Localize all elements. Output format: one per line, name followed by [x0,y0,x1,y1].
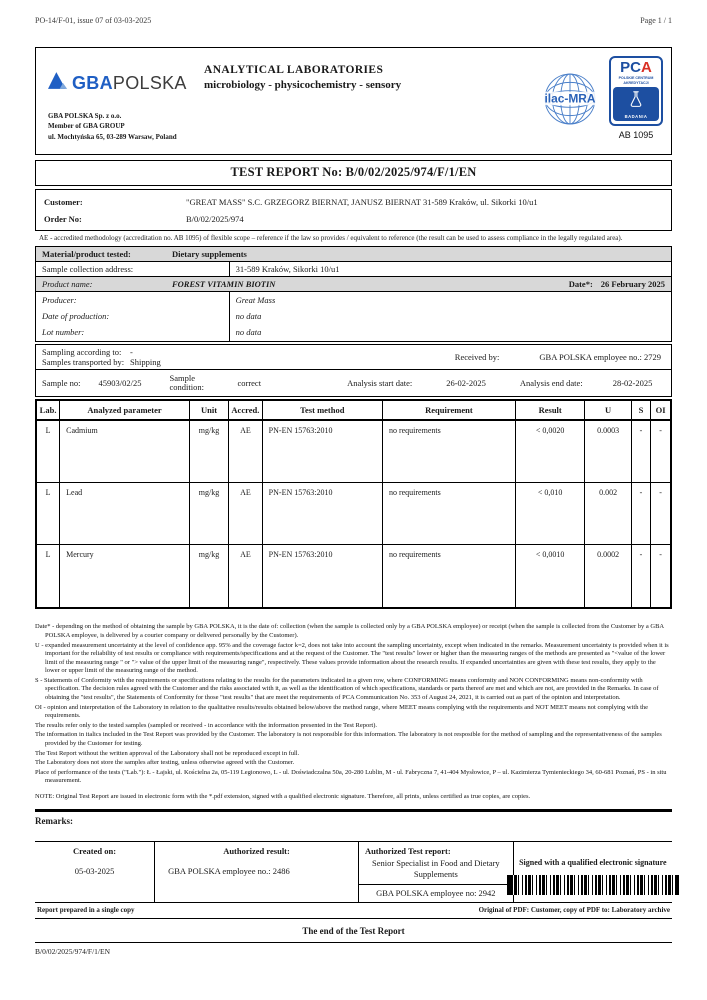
sample-no [42,378,141,388]
customer-value: "GREAT MASS" S.C. GRZEGORZ BIERNAT, JANUSZ BIERNAT 31-589 Kraków, ul. Sikorki 10/u1 [186,197,538,207]
received-by-label: Received by: [454,352,500,363]
cell-unit: mg/kg [189,421,228,482]
pca-badge-box [609,56,663,126]
footnote-reproduction: The Test Report without the written approval of the Laboratory shall not be reproduced except in full. [35,749,300,757]
analysis-end-value: 28-02-2025 [612,378,653,389]
sampling-according-line [42,347,161,357]
footer-doc-number: B/0/02/2025/974/F/1/EN [35,947,111,956]
gba-logo [48,72,187,94]
col-header-method: Test method [262,401,382,419]
cell-unit: mg/kg [189,483,228,544]
copy-info-right: Original of PDF: Customer, copy of PDF to: Laboratory archive [478,906,670,915]
lot-number-label: Lot number: [42,327,85,338]
cell-lab: L [45,550,51,560]
authorized-result-value: GBA POLSKA employee no.: 2486 [168,866,290,877]
created-on-label: Created on: [73,846,117,857]
accreditation-number: AB 1095 [618,130,654,141]
col-header-u: U [584,401,630,419]
cell-unit: mg/kg [189,545,228,607]
signature-cell [513,842,672,902]
ilac-mra-logo [543,72,597,131]
pca-research-badge [613,87,659,121]
results-header-row [37,401,670,421]
cell-result: < 0,0010 [515,545,585,607]
page-footer [35,942,672,956]
cell-s: - [631,483,651,544]
cell-method: PN-EN 15763:2010 [262,545,382,607]
producer-labels [36,292,230,341]
footnote-date: Date* - depending on the method of obtaining the sample by GBA POLSKA, it is the date of: collection (when the sample is collected only by a GBA POLSKA employee) or receipt (when the sample is collected from the Customer by a GBA POLSKA employee, is delivered by a courier company or delivered personally by the Customer). [35,623,664,640]
producer-value: Great Mass [235,295,276,306]
product-name-label: Product name: [42,279,93,290]
sampling-according-value: - [130,347,133,358]
pca-badania-label: BADANIA [624,114,648,120]
cell-u: 0.002 [584,483,630,544]
material-tested-row [36,247,671,262]
cell-parameter: Lead [59,483,189,544]
cell-parameter: Mercury [59,545,189,607]
pca-subtitle [613,76,659,85]
page-meta [35,16,672,25]
material-table [35,246,672,342]
cell-accred: AE [228,483,262,544]
analysis-start-label: Analysis start date: [347,378,413,389]
collection-address-value: 31-589 Kraków, Sikorki 10/u1 [235,264,340,275]
page-number: Page 1 / 1 [640,16,672,25]
col-header-oi: OI [650,401,670,419]
cell-requirement: no requirements [382,545,515,607]
electronic-note: NOTE: Original Test Report are issued in electronic form with the *.pdf extension, signed with a qualified electronic signature. Therefore, all prints, unless certified as true copies, are copies. [35,792,531,800]
authorized-report-employee: GBA POLSKA employee no: 2942 [376,887,496,898]
footnote-italics: The information in italics included in the Test Report was provided by the Customer. The laboratory is not responsible for this information. The laboratory is not resposible for the method of sampling and the representativeness of the samples provided by the Customer for testing. [35,731,662,747]
created-on-value: 05-03-2025 [74,866,115,877]
footnote-u: U - expanded measurement uncertainty at the level of confidence app. 95% and the coverage factor k=2, does not take into account the sampling uncertainty, except when indicated in the remarks. Measurement uncertainty is provided when it is important for the reliability of test results or compliance with requirements/specifications and at the request of the Customer. The "test results" lower or higher than the measuring ranges of the methods are presented as "<value of the lower limit of the measuring range " or "> value of the upper limit of the measuring range", respectively. These values provide information about the research results. If expanded uncertainties are given with these test results, they apply to the lower or upper limit of the measuring range of the method. [35,641,669,675]
date-label: Date*: [568,279,593,290]
cell-u: 0.0002 [584,545,630,607]
lab-subtitle: microbiology - physicochemistry - sensory [204,79,402,91]
brand-gba: GBA [72,72,113,93]
cell-s: - [631,545,651,607]
signed-note: Signed with a qualified electronic signature [519,858,667,868]
cell-lab: L [45,426,51,436]
sample-no-value: 45903/02/25 [98,378,142,389]
company-line: Member of GBA GROUP [48,122,125,130]
producer-rows [36,292,671,341]
sample-condition-value: correct [237,378,262,389]
customer-box [35,189,672,231]
company-address [48,111,177,143]
authorized-report-label: Authorized Test report: [364,846,451,857]
letterhead [35,47,672,155]
cell-method: PN-EN 15763:2010 [262,483,382,544]
footnote-results: The results refer only to the tested samples (sampled or received - in accordance with the information presented in the Test Report). [35,721,378,729]
cell-s: - [631,421,651,482]
product-name-row [36,277,671,292]
samples-transport-line [42,357,161,367]
cell-requirement: no requirements [382,483,515,544]
col-header-requirement: Requirement [382,401,515,419]
signature-table [35,841,672,903]
col-header-unit: Unit [189,401,228,419]
cell-result: < 0,010 [515,483,585,544]
sample-no-label: Sample no: [42,378,81,389]
cell-accred: AE [228,421,262,482]
cell-requirement: no requirements [382,421,515,482]
pca-title [613,60,659,75]
copy-info-row [35,903,672,919]
customer-label: Customer: [44,197,83,207]
cell-oi: - [650,421,670,482]
sampling-row-2 [36,370,671,396]
authorized-report-role: Senior Specialist in Food and Dietary Supplements [359,856,513,884]
col-header-accred: Accred. [228,401,262,419]
cell-parameter: Cadmium [59,421,189,482]
sample-condition-label: Sample condition: [169,373,204,393]
production-date-label: Date of production: [42,311,110,322]
order-value: B/0/02/2025/974 [186,214,244,224]
material-tested-label: Material/product tested: [42,249,131,260]
created-on-cell [35,842,154,902]
col-header-s: S [631,401,651,419]
cell-accred: AE [228,545,262,607]
cell-oi: - [650,545,670,607]
received-by-value: GBA POLSKA employee no.: 2729 [539,352,661,363]
lot-number-value: no data [235,327,262,338]
company-line: GBA POLSKA Sp. z o.o. [48,111,122,120]
samples-transport-label: Samples transported by: [42,357,125,368]
sampling-box [35,344,672,397]
barcode [507,875,679,895]
col-header-parameter: Analyzed parameter [59,401,189,419]
analysis-start-value: 26-02-2025 [446,378,486,389]
ae-footnote: AE - accredited methodology (accreditation no. AB 1095) of flexible scope – reference if the law so provides / equivalent to reference (the result can be used to assess compliance in the legally regulated area). [39,234,623,242]
material-tested-value: Dietary supplements [172,249,247,260]
authorized-report-cell [358,842,513,902]
samples-transport-value: Shipping [130,357,161,368]
remarks-label: Remarks: [35,816,73,827]
pca-sub1: POLSKIE CENTRUM [618,76,654,80]
table-row-lead [37,483,670,545]
footnotes [35,623,672,801]
footnote-s: S - Statements of Conformity with the requirements or specifications relating to the results for the parameters indicated in a given row, where CONFORMING means conformity and NON CONFORMING means non-conformity with specification. The decision rules agreed with the Customer and the risks associated with it, as well as the identification of which specifications, standards or parts thereof are met and which are not, are provided in the Remarks. In case of obtaining the "test results", the Statements of Conformity for those "test results" that are meet the requirements of PCA Communication No. 353 of August 24, 2021, it is carried out as part of the opinion and interpretation. [35,676,659,702]
authorized-result-label: Authorized result: [223,846,290,857]
table-row-mercury [37,545,670,607]
collection-address-label: Sample collection address: [36,262,230,276]
flask-icon [627,95,645,112]
svg-text:ilac-MRA: ilac-MRA [544,91,596,106]
table-row-cadmium [37,421,670,483]
producer-label: Producer: [42,295,77,306]
product-name-value: FOREST VITAMIN BIOTIN [172,279,276,290]
order-label: Order No: [44,214,82,224]
footnote-storage: The Laboratory does not store the samples after testing, unless otherwise agreed with the Customer. [35,759,295,767]
collection-address-row [36,262,671,277]
production-date-value: no data [235,311,262,322]
sampling-according-label: Sampling according to: [42,347,122,358]
cell-oi: - [650,483,670,544]
cell-method: PN-EN 15763:2010 [262,421,382,482]
accreditation-logos [543,56,663,140]
cell-lab: L [45,488,51,498]
company-line: ul. Mochtyńska 65, 03-289 Warsaw, Poland [48,132,177,141]
end-of-report: The end of the Test Report [302,926,405,937]
results-table [35,399,672,609]
sampling-row-1 [36,345,671,370]
lab-heading [204,64,401,91]
pca-sub2: AKREDYTACJI [623,80,649,85]
report-date [569,279,665,289]
brand-text [72,73,187,94]
copy-info-left: Report prepared in a single copy [37,906,135,915]
producer-values [230,292,282,341]
authorized-result-cell [154,842,358,902]
lab-title: ANALYTICAL LABORATORIES [204,64,384,76]
col-header-lab: Lab. [39,405,57,416]
received-by [455,352,665,362]
footnote-oi: OI - opinion and interpretation of the Laboratory in relation to the qualitative results/results obtained below/above the method range, where MEET means complying with the requirements and NOT MEET means not complying with the requirements. [35,703,649,720]
order-row [44,214,663,224]
cell-result: < 0,0020 [515,421,585,482]
pca-a: A [641,59,652,76]
analysis-end-label: Analysis end date: [519,378,583,389]
report-title: TEST REPORT No: B/0/02/2025/974/F/1/EN [35,160,672,186]
customer-row [44,197,663,207]
footnote-locations: Place of performance of the tests ("Lab."): Ł - Łajski, ul. Kościelna 2a, 05-119 Legionowo, L - ul. Doświadczalna 50a, 20-280 Lublin, M - ul. Fabryczna 7, 41-404 Mysłowice, P – ul. Kazimierza Tymienieckiego 34, 60-681 Poznań, PS - in situ measurement. [35,768,667,785]
section-divider [35,809,672,812]
pca-logo [609,56,663,140]
form-number: PO-14/F-01, issue 07 of 03-03-2025 [35,16,152,25]
date-value: 26 February 2025 [600,279,665,290]
sampling-left [42,347,161,367]
pca-pc: PC [620,59,641,76]
cell-u: 0.0003 [584,421,630,482]
gba-triangle-icon [48,72,68,94]
brand-polska: POLSKA [112,72,187,93]
col-header-result: Result [515,401,585,419]
